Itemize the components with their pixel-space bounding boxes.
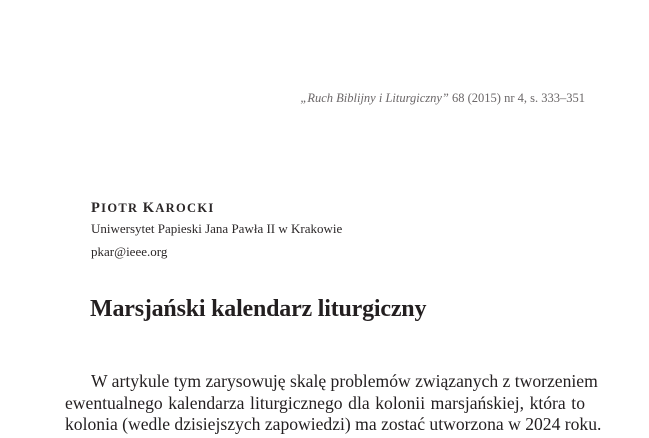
- author-initial-first: P: [91, 200, 102, 216]
- abstract-line: kolonia (wedle dzisiejszych zapowiedzi) ma zostać utworzona w 2024 roku.: [65, 414, 602, 434]
- author-first-name-rest: IOTR: [101, 201, 143, 215]
- abstract-line: ewentualnego kalendarza liturgicznego dla kolonii marsjańskiej, która to: [65, 392, 585, 413]
- author-affiliation: Uniwersytet Papieski Jana Pawła II w Krakowie: [91, 221, 343, 236]
- author-name: [91, 200, 215, 217]
- journal-name: „Ruch Biblijny i Liturgiczny”: [300, 91, 449, 105]
- author-initial-last: K: [142, 200, 156, 216]
- journal-issue-details: 68 (2015) nr 4, s. 333–351: [448, 91, 585, 105]
- article-title: Marsjański kalendarz liturgiczny: [90, 296, 427, 322]
- abstract-paragraph: [65, 371, 602, 436]
- abstract-line: W artykule tym zarysowuję skalę problemów związanych z tworzeniem: [91, 371, 598, 391]
- author-last-name-rest: AROCKI: [155, 201, 215, 215]
- author-email: pkar@ieee.org: [91, 244, 168, 259]
- journal-citation: [300, 91, 585, 106]
